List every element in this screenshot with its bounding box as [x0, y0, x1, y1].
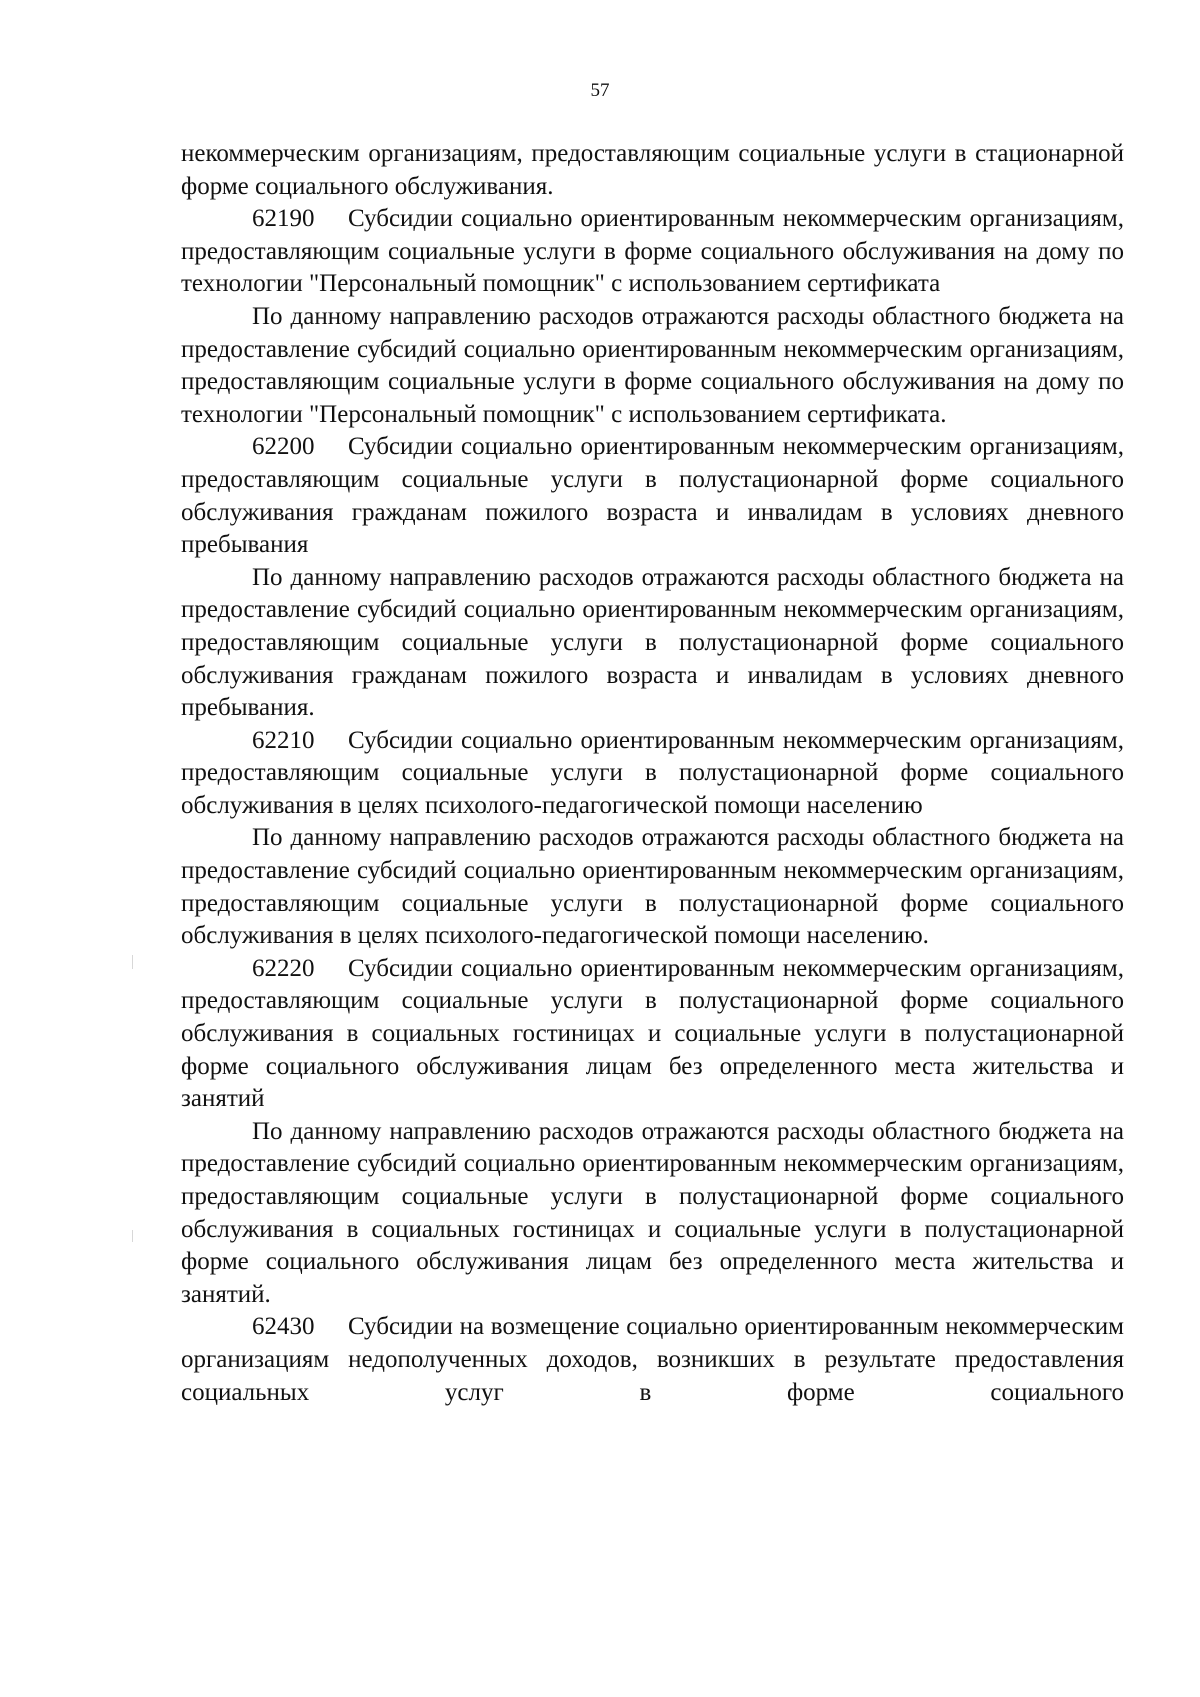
- scan-margin-mark: [132, 955, 133, 969]
- paragraph-description: [181, 1116, 1124, 1312]
- paragraph-description: [181, 301, 1124, 431]
- paragraph-text: Субсидии социально ориентированным некоммерческим организациям, предоставляющим социальные услуги в полустационарной форме социального обслуживания гражданам пожилого возраста и инвалидам в условиях дневного пребывания: [181, 433, 1124, 559]
- paragraph-description: [181, 822, 1124, 952]
- paragraph-text: некоммерческим организациям, предоставляющим социальные услуги в стационарной форме социального обслуживания.: [181, 140, 1124, 200]
- paragraph-text: Субсидии на возмещение социально ориентированным некоммерческим организациям недополученных доходов, возникших в результате предоставления социальных услуг в форме социального: [181, 1313, 1124, 1406]
- paragraph-text: По данному направлению расходов отражаются расходы областного бюджета на предоставление субсидий социально ориентированным некоммерческим организациям, предоставляющим социальные услуги в полустационарной форме социального обслуживания гражданам пожилого возраста и инвалидам в условиях дневного пребывания.: [181, 563, 1124, 722]
- paragraph-text: Субсидии социально ориентированным некоммерческим организациям, предоставляющим социальные услуги в форме социального обслуживания на дому по технологии "Персональный помощник" с использованием сертификата: [181, 205, 1124, 298]
- expense-code: 62430: [252, 1313, 315, 1341]
- paragraph-code-62220: [181, 953, 1124, 1116]
- paragraph-code-62200: [181, 431, 1124, 561]
- scan-margin-mark: [132, 1230, 133, 1242]
- expense-code: 62220: [252, 954, 315, 982]
- paragraph-text: По данному направлению расходов отражаются расходы областного бюджета на предоставление субсидий социально ориентированным некоммерческим организациям, предоставляющим социальные услуги в форме социального обслуживания на дому по технологии "Персональный помощник" с использованием сертификата.: [181, 302, 1124, 428]
- paragraph-continuation: [181, 138, 1124, 203]
- paragraph-code-62430: [181, 1311, 1124, 1409]
- paragraph-text: Субсидии социально ориентированным некоммерческим организациям, предоставляющим социальные услуги в полустационарной форме социального обслуживания в социальных гостиницах и социальные услуги в полустационарной форме социального обслуживания лицам без определенного места жительства и занятий: [181, 954, 1124, 1113]
- paragraph-code-62190: [181, 203, 1124, 301]
- expense-code: 62190: [252, 205, 315, 233]
- document-body: [181, 138, 1124, 1409]
- paragraph-text: Субсидии социально ориентированным некоммерческим организациям, предоставляющим социальные услуги в полустационарной форме социального обслуживания в целях психолого-педагогической помощи населению: [181, 726, 1124, 819]
- paragraph-code-62210: [181, 725, 1124, 823]
- paragraph-text: По данному направлению расходов отражаются расходы областного бюджета на предоставление субсидий социально ориентированным некоммерческим организациям, предоставляющим социальные услуги в полустационарной форме социального обслуживания в целях психолого-педагогической помощи населению.: [181, 824, 1124, 950]
- paragraph-text: По данному направлению расходов отражаются расходы областного бюджета на предоставление субсидий социально ориентированным некоммерческим организациям, предоставляющим социальные услуги в полустационарной форме социального обслуживания в социальных гостиницах и социальные услуги в полустационарной форме социального обслуживания лицам без определенного места жительства и занятий.: [181, 1117, 1124, 1308]
- page-number: 57: [590, 80, 610, 101]
- expense-code: 62200: [252, 433, 315, 461]
- expense-code: 62210: [252, 726, 315, 754]
- paragraph-description: [181, 562, 1124, 725]
